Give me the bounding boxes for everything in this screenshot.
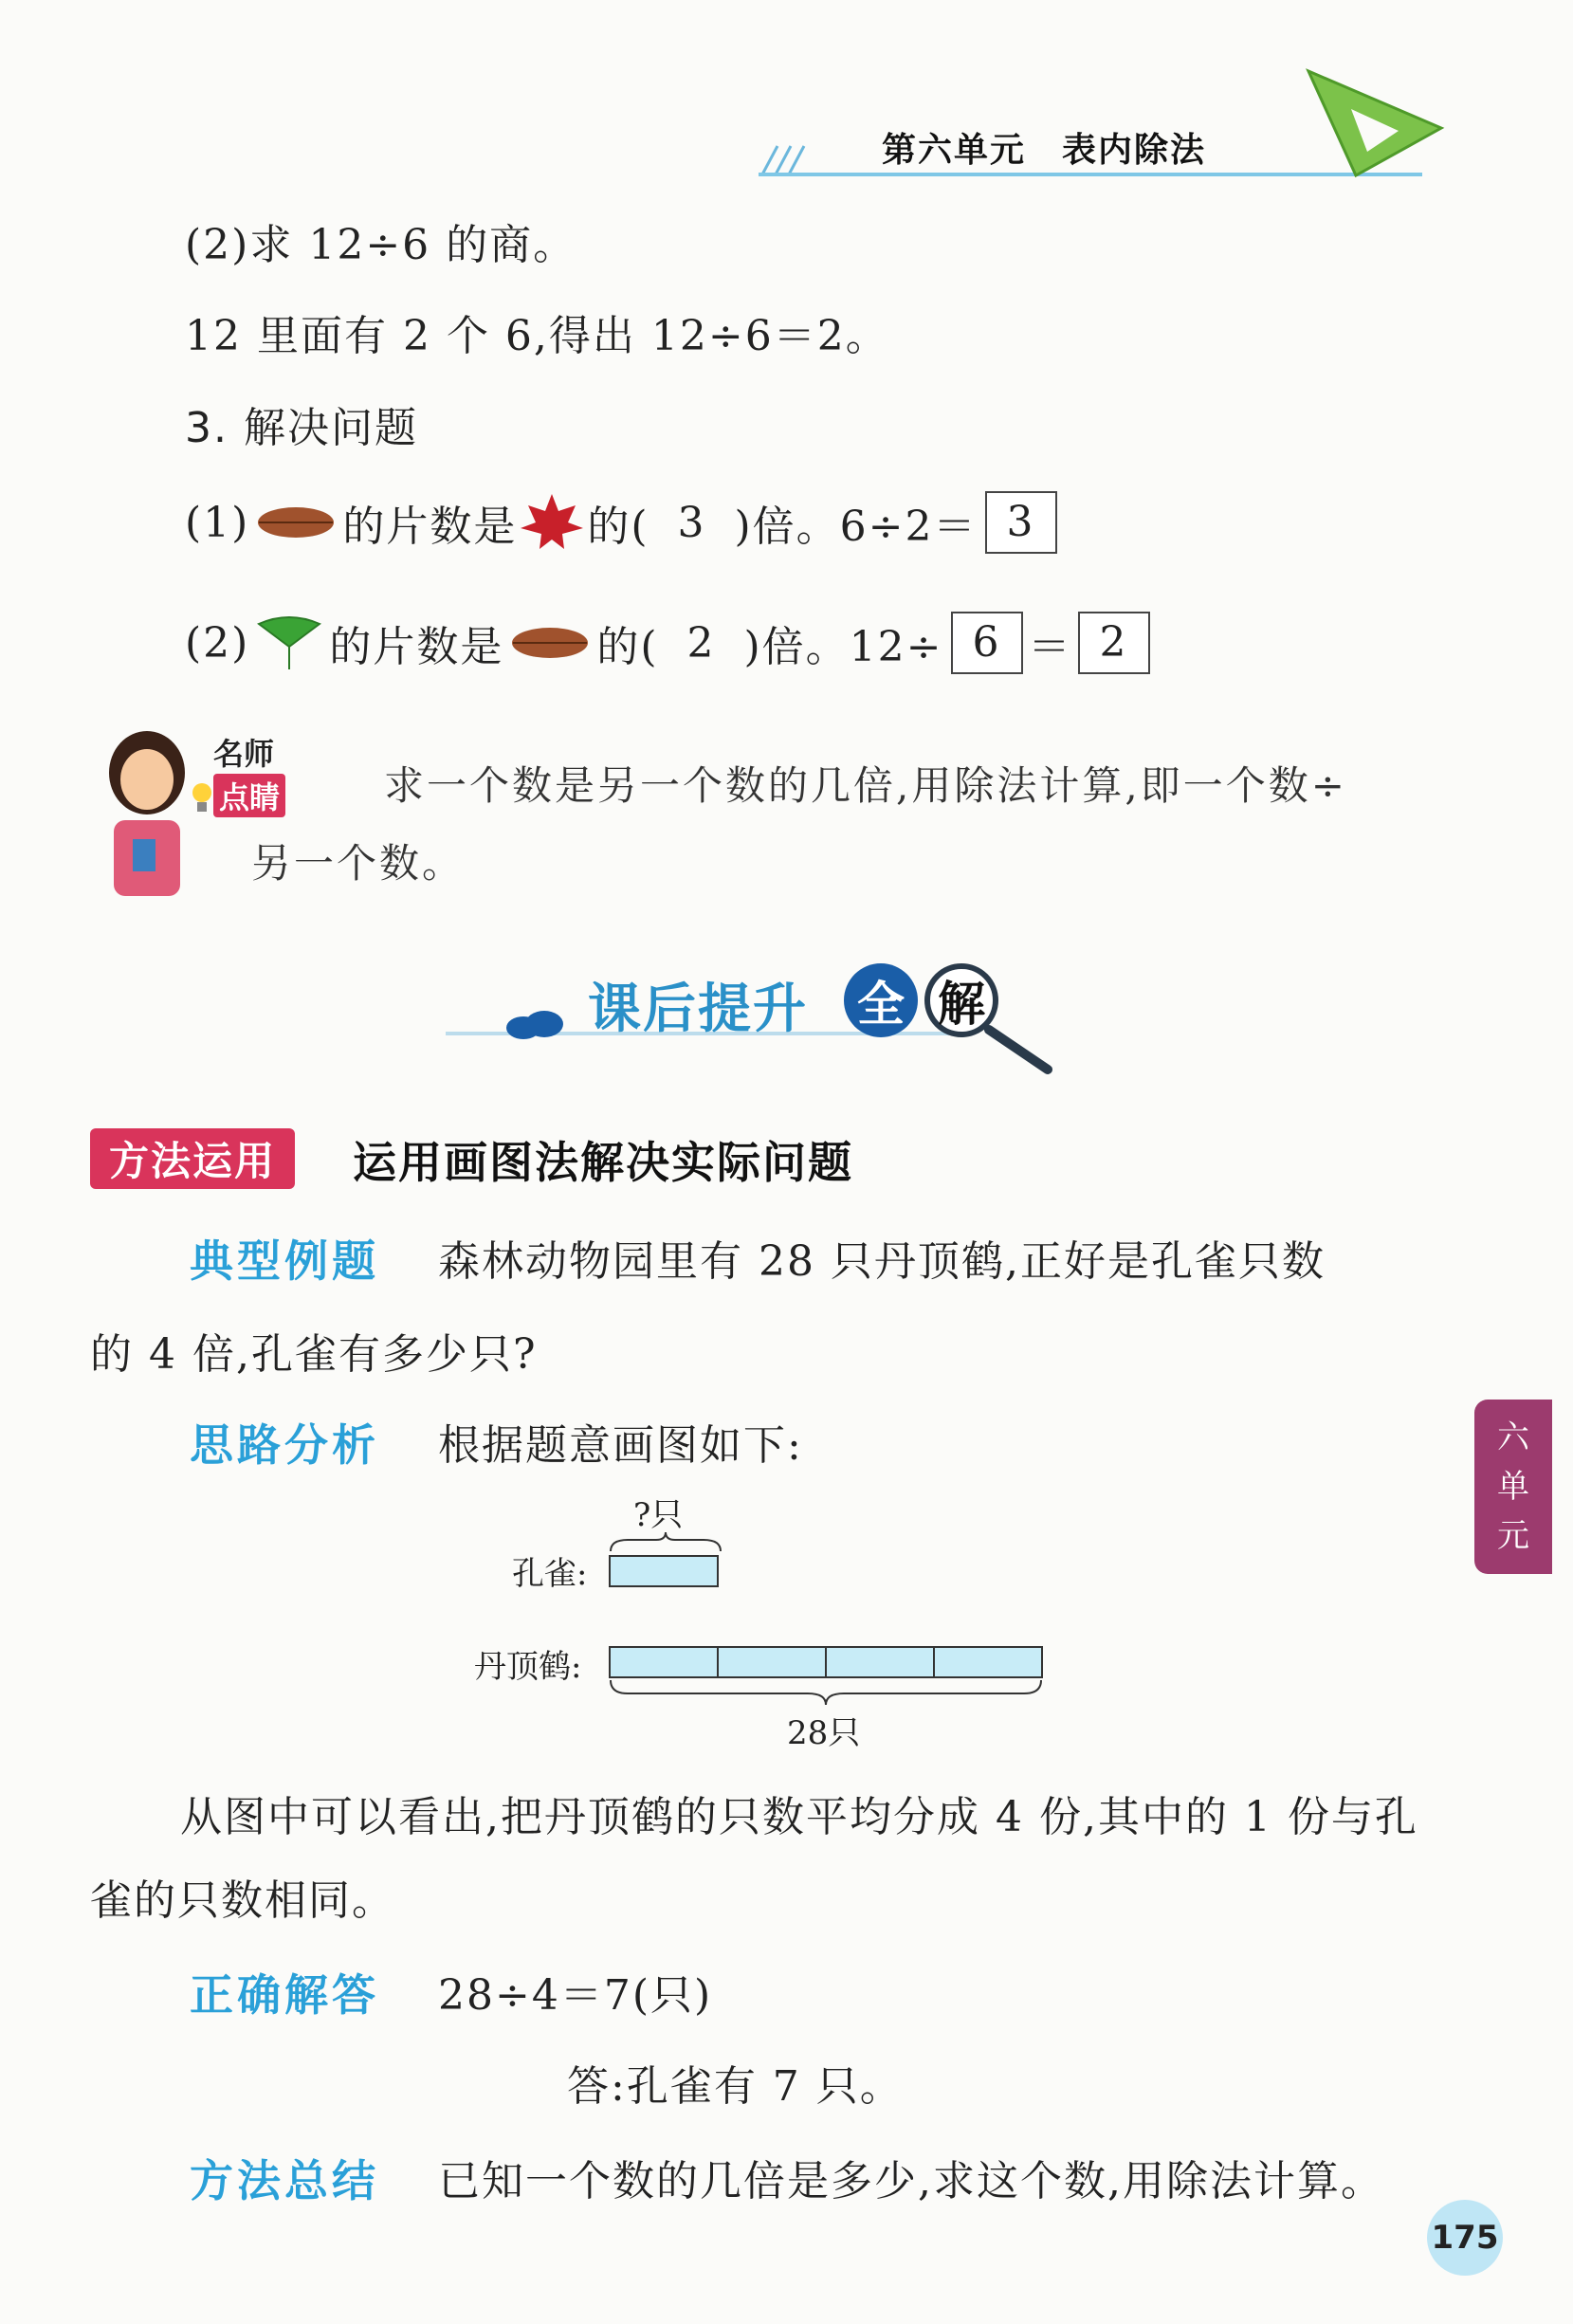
summary-text: 已知一个数的几倍是多少,求这个数,用除法计算。: [438, 2157, 1384, 2205]
header: [0, 0, 1573, 190]
brown-leaf-icon: [507, 622, 593, 664]
crane-bar-divider: [933, 1648, 935, 1676]
q2-answer-box: 2: [1078, 612, 1150, 674]
question-mark-label: ?只: [633, 1496, 684, 1534]
explain-line-1: 从图中可以看出,把丹顶鹤的只数平均分成 4 份,其中的 1 份与孔: [180, 1793, 1418, 1841]
q2-blank: 2: [686, 618, 716, 668]
analysis-text: 根据题意画图如下:: [438, 1421, 803, 1470]
item-2-question: (2)求 12÷6 的商。: [185, 221, 577, 269]
analysis-label: 思路分析: [190, 1419, 379, 1471]
q1-blank: 3: [677, 498, 706, 547]
banner-circle-2: 解: [924, 963, 998, 1037]
lightbulb-icon: [188, 779, 216, 817]
total-label: 28只: [787, 1714, 861, 1752]
set-square-icon: [1299, 57, 1451, 180]
tip-box: [85, 721, 1432, 910]
crane-bar: [609, 1646, 1043, 1678]
tip-line-2: 另一个数。: [251, 840, 466, 887]
tip-line-1: 求一个数是另一个数的几倍,用除法计算,即一个数÷: [384, 762, 1347, 809]
example-line-1: 森林动物园里有 28 只丹顶鹤,正好是孔雀只数: [438, 1237, 1326, 1286]
page-header-title: 第六单元 表内除法: [882, 131, 1207, 170]
example-label: 典型例题: [190, 1235, 379, 1287]
answer-label: 正确解答: [190, 1969, 379, 2021]
crane-bar-divider: [825, 1648, 827, 1676]
item-2-answer: 12 里面有 2 个 6,得出 12÷6＝2。: [185, 312, 889, 360]
example-line-2: 的 4 倍,孔雀有多少只?: [90, 1330, 538, 1379]
ginkgo-leaf-icon: [253, 614, 325, 671]
page-number: 175: [1431, 2219, 1499, 2257]
brown-leaf-icon: [253, 502, 338, 543]
method-heading: 运用画图法解决实际问题: [353, 1137, 853, 1188]
question-1: (1) 的片数是 的( 3 )倍。6÷2＝ 3: [185, 491, 1057, 554]
magnifier-handle-icon: [981, 1024, 1067, 1081]
tip-badge: 名师 点睛: [213, 730, 285, 817]
section-3-title: 3. 解决问题: [185, 404, 418, 452]
peacock-label: 孔雀:: [512, 1555, 588, 1593]
peacock-bar: [609, 1555, 719, 1587]
page-number-badge: [1427, 2200, 1503, 2276]
crane-bar-divider: [717, 1648, 719, 1676]
bottom-brace-icon: [609, 1678, 1045, 1707]
q2-divisor-box: 6: [951, 612, 1023, 674]
summary-label: 方法总结: [190, 2155, 379, 2206]
maple-leaf-icon: [519, 492, 585, 553]
banner-circle-1: 全: [844, 963, 918, 1037]
section-banner: [446, 948, 1090, 1081]
banner-title: 课后提升: [588, 979, 808, 1040]
answer-expression: 28÷4＝7(只): [438, 1971, 713, 2020]
chapter-side-tab: 六 单 元: [1474, 1400, 1552, 1574]
bar-diagram: [455, 1489, 1062, 1754]
answer-sentence: 答:孔雀有 7 只。: [567, 2062, 904, 2111]
top-brace-icon: [609, 1530, 722, 1553]
explain-line-2: 雀的只数相同。: [90, 1876, 395, 1925]
cloud-icon: [503, 1007, 569, 1039]
question-2: (2) 的片数是 的( 2 )倍。12÷ 6 ＝ 2: [185, 612, 1150, 674]
method-tag: 方法运用: [90, 1128, 295, 1189]
q1-answer-box: 3: [985, 491, 1057, 554]
slash-decoration-icon: [759, 142, 815, 176]
crane-label: 丹顶鹤:: [474, 1648, 582, 1686]
